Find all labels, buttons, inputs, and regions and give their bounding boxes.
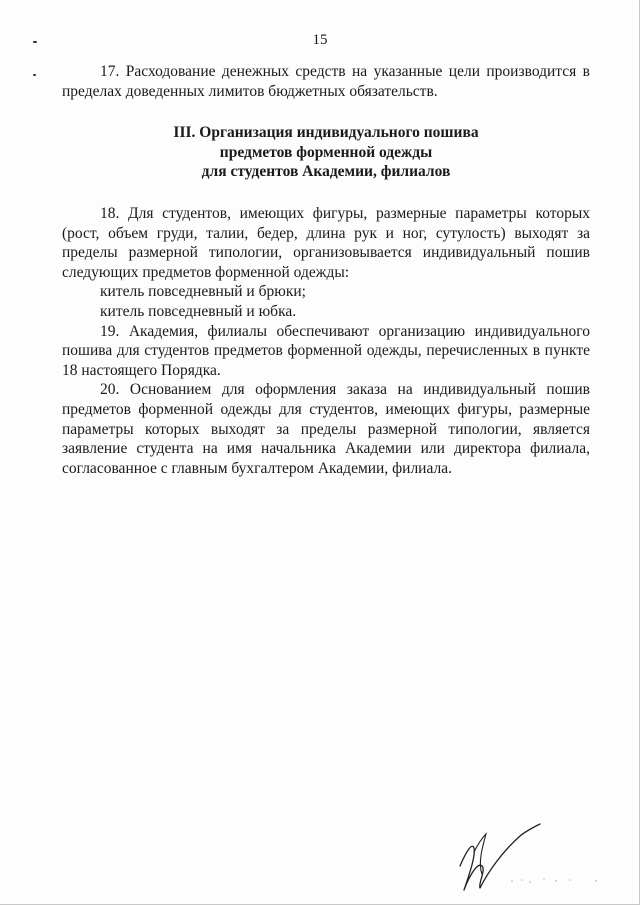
section-heading-line-1: III. Организация индивидуального пошива [173, 124, 479, 142]
faint-scan-marks [508, 874, 608, 886]
clause-18-item-1: китель повседневный и брюки; [100, 283, 306, 301]
page-number: 15 [312, 32, 328, 48]
scan-speck [33, 74, 36, 76]
clause-18-item-2: китель повседневный и юбка. [100, 302, 297, 320]
clause-17: 17. Расходование денежных средств на указанные цели производится в пределах доведенных лимитов бюджетных обязательств. [62, 63, 590, 100]
section-heading [62, 123, 590, 182]
document-body [62, 62, 590, 478]
clause-20: 20. Основанием для оформления заказа на индивидуальный пошив предметов форменной одежды для студентов, имеющих фигуры, размерные параметры которых выходят за пределы размерной типологии, является заявление студента на имя начальника Академии или директора филиала, согласованное с главным бухгалтером Академии, филиала. [62, 381, 590, 477]
section-heading-line-2: предметов форменной одежды [219, 143, 433, 161]
clause-18: 18. Для студентов, имеющих фигуры, размерные параметры которых (рост, объем груди, талии, бедер, длина рук и ног, сутулость) выходят за пределы размерной типологии, организовывается индивидуальный пошив следующих предметов форменной одежды: [62, 204, 590, 281]
clause-19: 19. Академия, филиалы обеспечивают организацию индивидуального пошива для студентов предметов форменной одежды, перечисленных в пункте 18 настоящего Порядка. [62, 322, 590, 379]
section-heading-line-3: для студентов Академии, филиалов [201, 163, 451, 181]
